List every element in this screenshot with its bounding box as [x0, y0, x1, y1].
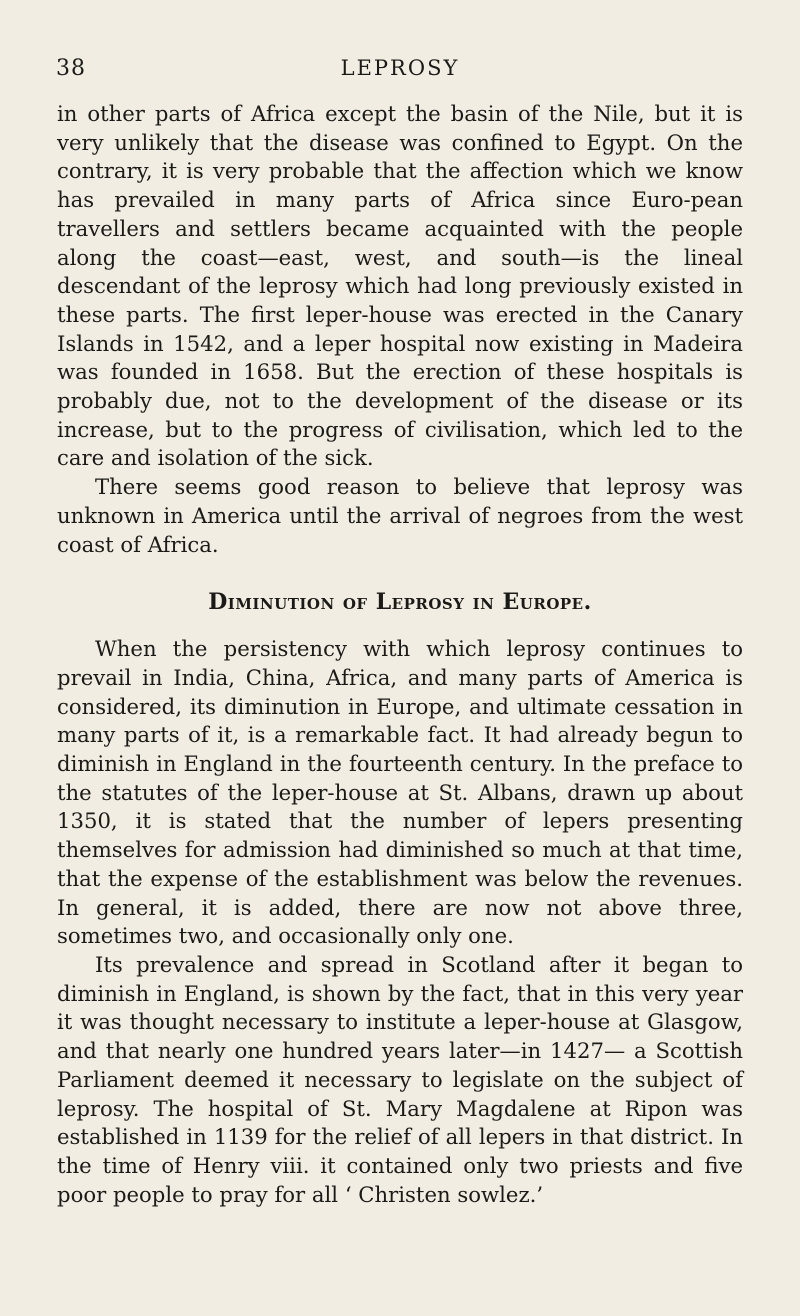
- body-text: [57, 100, 743, 1209]
- paragraph-continued: in other parts of Africa except the basin of the Nile, but it is very unlikely that the disease was confined to Egypt. On the contrary, it is very probable that the affection which we know has prevailed in many parts of Africa since Euro-pean travellers and settlers became acquainted with the people along the coast—east, west, and south—is the lineal descendant of the leprosy which had long previously existed in these parts. The first leper-house was erected in the Canary Islands in 1542, and a leper hospital now existing in Madeira was founded in 1658. But the erection of these hospitals is probably due, not to the development of the disease or its increase, but to the progress of civilisation, which led to the care and isolation of the sick.: [57, 101, 743, 471]
- paragraph-america: There seems good reason to believe that leprosy was unknown in America until the arrival of negroes from the west coast of Africa.: [57, 474, 743, 557]
- paragraph-scotland: Its prevalence and spread in Scotland after it began to diminish in England, is shown by the fact, that in this very year it was thought necessary to institute a leper-house at Glasgow, and that nearly one hundred years later—in 1427— a Scottish Parliament deemed it necessary to legislate on the subject of leprosy. The hospital of St. Mary Magdalene at Ripon was established in 1139 for the relief of all lepers in that district. In the time of Henry viii. it contained only two priests and five poor people to pray for all ‘ Christen sowlez.’: [57, 951, 743, 1207]
- page-header: [56, 56, 744, 86]
- page-number: 38: [56, 56, 86, 81]
- paragraph-europe: When the persistency with which leprosy continues to prevail in India, China, Africa, and many parts of America is considered, its diminution in Europe, and ultimate cessation in many parts of it, is a remarkable fact. It had already begun to diminish in England in the fourteenth century. In the preface to the statutes of the leper-house at St. Albans, drawn up about 1350, it is stated that the number of lepers presenting themselves for admission had diminished so much at that time, that the expense of the establishment was below the revenues. In general, it is added, there are now not above three, sometimes two, and occasionally only one.: [57, 636, 743, 949]
- section-heading: Diminution of Leprosy in Europe.: [208, 589, 592, 616]
- running-title: LEPROSY: [340, 56, 460, 80]
